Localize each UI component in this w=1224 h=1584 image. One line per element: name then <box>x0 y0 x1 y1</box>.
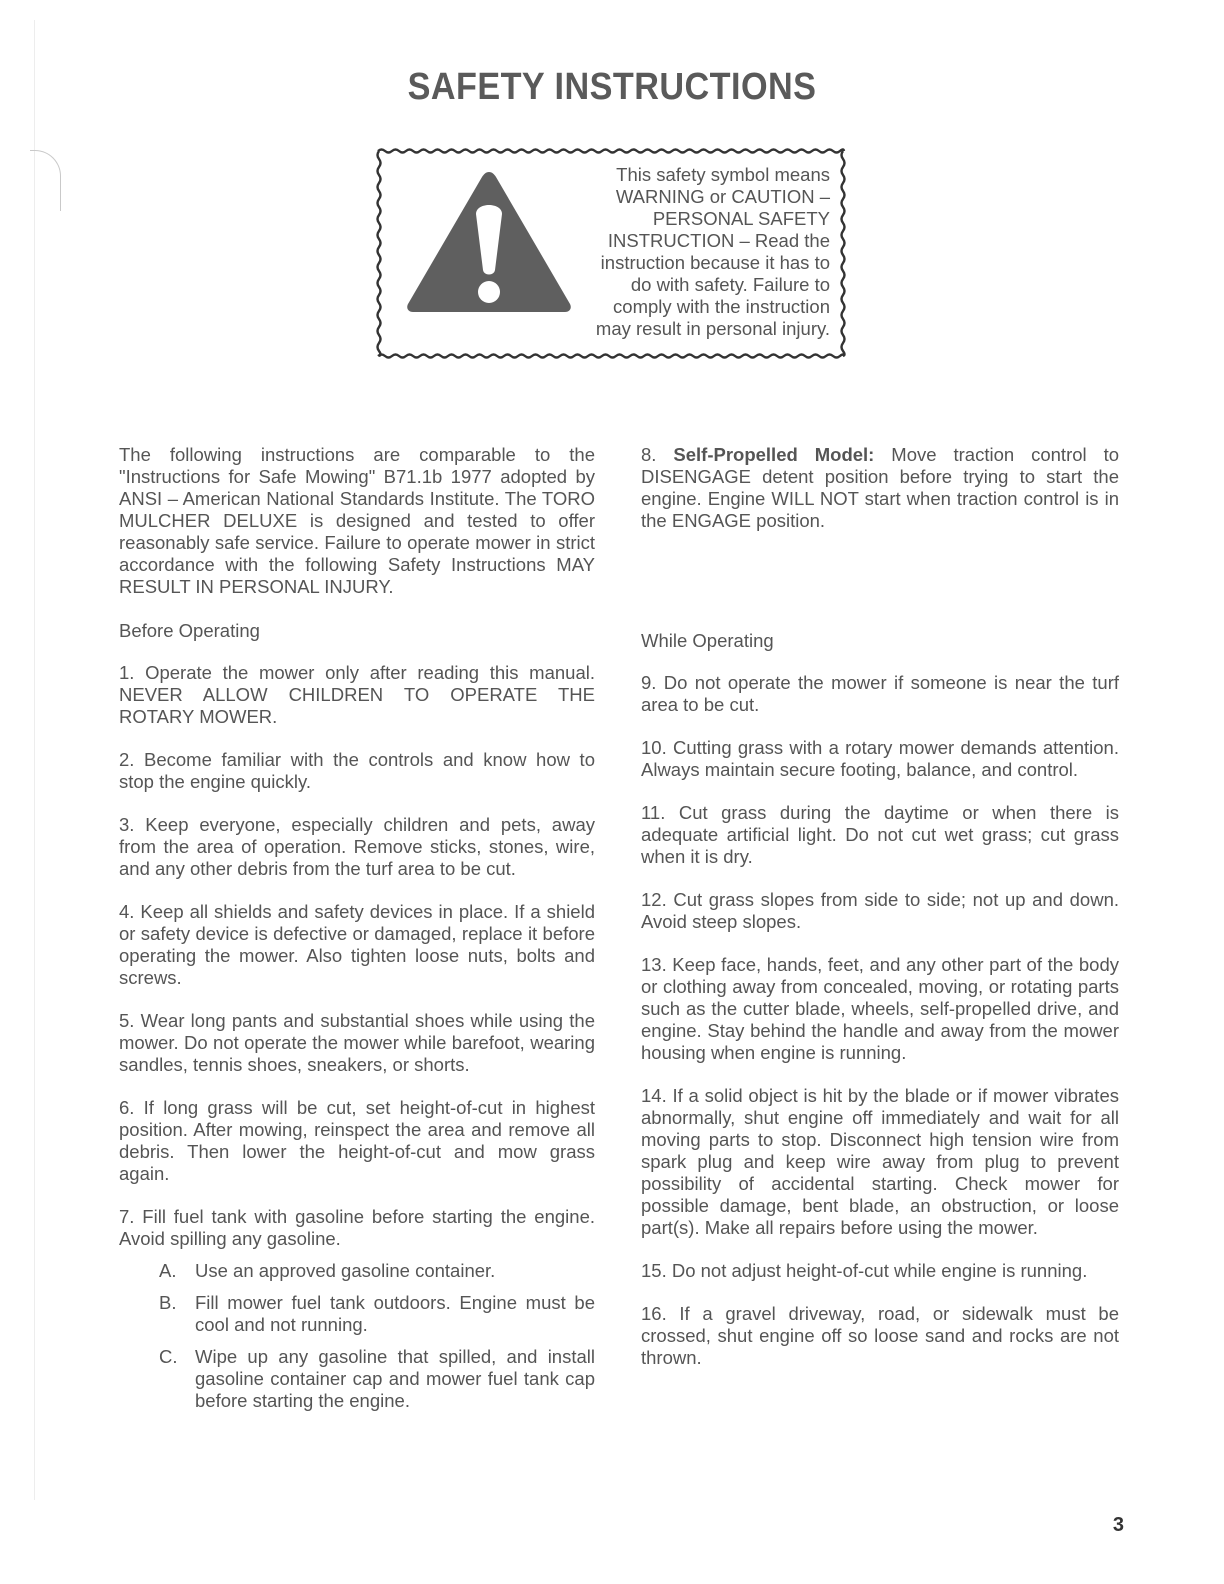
subitem-letter: B. <box>159 1292 177 1313</box>
instruction-item-11: 11. Cut grass during the daytime or when there is adequate artificial light. Do not cut wet grass; cut grass when it is dry. <box>641 802 1119 867</box>
instruction-item-14: 14. If a solid object is hit by the blade or if mower vibrates abnormally, shut engine off immediately and wait for all moving parts to stop. Disconnect high tension wire from spark plug and keep wire away from plug to prevent possibility of accidental starting. Check mower for possible damage, bent blade, an obstruction, or loose part(s). Make all repairs before using the mower. <box>641 1085 1119 1238</box>
left-column <box>119 444 595 1422</box>
instruction-item-6: 6. If long grass will be cut, set height-of-cut in highest position. After mowing, reinspect the area and remove all debris. Then lower the height-of-cut and mow grass again. <box>119 1097 595 1184</box>
instruction-item-8 <box>641 444 1119 532</box>
subitem-c <box>159 1346 595 1412</box>
intro-paragraph: The following instructions are comparable to the "Instructions for Safe Mowing" B71.1b 1977 adopted by ANSI – American National Standards Institute. The TORO MULCHER DELUXE is designed and tested to offer reasonably safe service. Failure to operate mower in strict accordance with the following Safety Instructions MAY RESULT IN PERSONAL INJURY. <box>119 444 595 597</box>
instruction-item-13: 13. Keep face, hands, feet, and any other part of the body or clothing away from concealed, moving, or rotating parts such as the cutter blade, wheels, self-propelled drive, and engine. Stay behind the handle and away from the mower housing when engine is running. <box>641 954 1119 1063</box>
scan-edge-curve <box>30 150 61 211</box>
subitem-letter: A. <box>159 1260 177 1281</box>
self-propelled-label: Self-Propelled Model: <box>673 444 875 465</box>
subitem-a <box>159 1260 595 1282</box>
subitem-text: Wipe up any gasoline that spilled, and install gasoline container cap and mower fuel tank cap before starting the engine. <box>195 1346 595 1411</box>
instruction-item-1: 1. Operate the mower only after reading this manual. NEVER ALLOW CHILDREN TO OPERATE THE ROTARY MOWER. <box>119 662 595 727</box>
scan-edge-line <box>34 20 35 1500</box>
while-operating-heading: While Operating <box>641 630 774 651</box>
item-number: 8. <box>641 444 657 465</box>
instruction-item-9: 9. Do not operate the mower if someone is near the turf area to be cut. <box>641 672 1119 715</box>
instruction-item-10: 10. Cutting grass with a rotary mower demands attention. Always maintain secure footing, balance, and control. <box>641 737 1119 780</box>
page-title: SAFETY INSTRUCTIONS <box>407 66 817 108</box>
subitem-text: Fill mower fuel tank outdoors. Engine must be cool and not running. <box>195 1292 595 1335</box>
instruction-item-4: 4. Keep all shields and safety devices in place. If a shield or safety device is defective or damaged, replace it before operating the mower. Also tighten loose nuts, bolts and screws. <box>119 901 595 988</box>
instruction-item-16: 16. If a gravel driveway, road, or sidewalk must be crossed, shut engine off so loose sand and rocks are not thrown. <box>641 1303 1119 1368</box>
instruction-item-5: 5. Wear long pants and substantial shoes while using the mower. Do not operate the mower while barefoot, wearing sandles, tennis shoes, sneakers, or shorts. <box>119 1010 595 1075</box>
subitem-b <box>159 1292 595 1336</box>
subitem-letter: C. <box>159 1346 178 1367</box>
subitem-text: Use an approved gasoline container. <box>195 1260 496 1281</box>
instruction-item-7: 7. Fill fuel tank with gasoline before starting the engine. Avoid spilling any gasoline. <box>119 1206 595 1249</box>
callout-text: This safety symbol means WARNING or CAUTION – PERSONAL SAFETY INSTRUCTION – Read the instruction because it has to do with safety. Failure to comply with the instruction may result in personal injury. <box>595 164 830 339</box>
instruction-item-3: 3. Keep everyone, especially children and pets, away from the area of operation. Remove sticks, stones, wire, and any other debris from the turf area to be cut. <box>119 814 595 879</box>
page-number: 3 <box>1112 1514 1124 1536</box>
instruction-item-12: 12. Cut grass slopes from side to side; not up and down. Avoid steep slopes. <box>641 889 1119 932</box>
instruction-item-15: 15. Do not adjust height-of-cut while engine is running. <box>641 1260 1088 1281</box>
item-text: Move traction control to DISENGAGE detent position before trying to start the engine. Engine WILL NOT start when traction control is in the ENGAGE position. <box>641 444 1120 531</box>
instruction-item-2: 2. Become familiar with the controls and know how to stop the engine quickly. <box>119 749 595 792</box>
right-column <box>641 444 1119 1390</box>
safety-symbol-callout <box>372 144 850 364</box>
before-operating-heading: Before Operating <box>119 620 260 641</box>
